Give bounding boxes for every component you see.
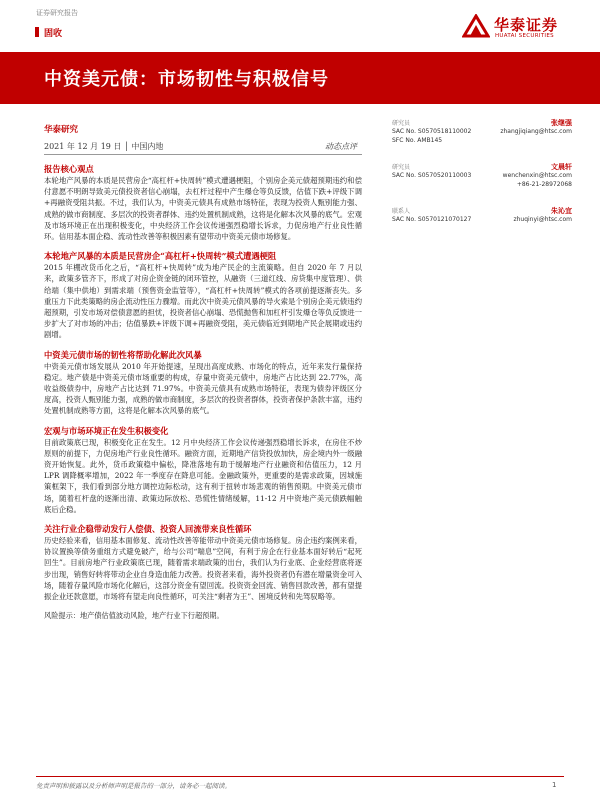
logo-text-en: HUATAI SECURITIES — [495, 33, 554, 39]
analyst-sac: SAC No. S0570520110003 — [392, 172, 472, 179]
title-band — [0, 52, 600, 104]
analyst-email[interactable]: zhangjiqiang@htsc.com — [500, 128, 572, 135]
footer-divider — [36, 776, 564, 777]
report-date: 2021 年 12 月 19 日 │ 中国内地 — [44, 142, 164, 151]
analyst-phone: +86-21-28972068 — [516, 181, 572, 188]
section-block — [44, 250, 362, 340]
analyst-card — [392, 206, 572, 250]
analyst-name: 张继强 — [551, 119, 572, 127]
section-block — [44, 349, 362, 417]
analyst-sfc: SFC No. AMB145 — [392, 137, 443, 144]
analyst-role: 研究员 — [392, 120, 411, 127]
section-tag: 固收 — [44, 26, 62, 39]
analyst-role: 联系人 — [392, 208, 411, 215]
analyst-card — [392, 162, 572, 206]
footer-disclaimer: 免责声明和披露以及分析师声明是报告的一部分，请务必一起阅读。 — [36, 782, 231, 790]
huatai-logo-icon — [462, 14, 490, 40]
page-title: 中资美元债：市场韧性与积极信号 — [44, 69, 329, 90]
analyst-card — [392, 118, 572, 162]
header-divider — [44, 154, 362, 155]
section-text: 中资美元债市场发展从 2010 年开始提速，呈现出高度成熟、市场化的特点，近年来发行量保持稳定。地产债是中资美元债市场重要的构成，存量中资美元债中，房地产占比达到 22.77%，高收益级债券中，房地产占比达到 71.97%。中资美元债具有成熟市场特征，表现为债券评级区分度高，投资人甄别能力强，成熟的做市商制度，多层次的投资者群体，投资者保护条款丰富，违约处置机制成熟等方面，这将是化解本次风暴的底气。 — [44, 361, 362, 416]
huatai-logo — [462, 12, 574, 46]
analyst-panel — [392, 118, 572, 250]
page-number: 1 — [552, 781, 557, 789]
analyst-name: 朱沁宜 — [551, 207, 572, 215]
section-text: 目前政策底已现，积极变化正在发生。12 月中央经济工作会议传递强烈稳增长诉求，在房住不炒原则的前提下，力促房地产行业良性循环。融资方面，近期地产信贷投放加快，房企境内外一级融资开始恢复。此外，货币政策稳中偏松，降准落地有助于缓解地产行业融资和估值压力，12 月 LPR 调降概率增加，2022 年一季度存在降息可能。金融政策外，更重要的是需求政策，因城施策框架下，我们看到部分地方调控边际松动，这有利于扭转市场悲观的销售预期。中资美元债市场，随着杠杆盘的逐渐出清、政策边际放松、恐慌性情绪缓解，11-12 月中资地产美元债跌幅触底后企稳。 — [44, 437, 362, 514]
analyst-email[interactable]: wenchenxin@htsc.com — [502, 172, 572, 179]
doc-type: 动态点评 — [325, 142, 357, 151]
section-text: 历史经验来看，信用基本面修复、流动性改善等能带动中资美元债市场修复。房企违约案例来看，协议置换等债务重组方式避免破产，给与公司“喘息”空间，有利于房企在行业基本面好转后“起死回生”。目前房地产行业政策底已现，随着需求端政策的出台，我们认为行业底、企业经营底将逐步出现，销售好转将带动企业自身造血能力改善。投资者来看，海外投资者仍有潜在增量资金可入场，随着存量风险市场化化解后，这部分资金有望回流。投资资金回流、销售回款改善，都有望提振企业还款意愿，市场将有望走向良性循环，可关注“剩者为王”、困境反转和先驾驭略等。 — [44, 536, 362, 602]
section-heading: 关注行业企稳带动发行人偿债、投资人回流带来良性循环 — [44, 524, 252, 535]
section-heading: 宏观与市场环境正在发生积极变化 — [44, 425, 169, 436]
logo-text-cn: 华泰证券 — [494, 16, 559, 34]
section-text: 本轮地产风暴的本质是民营房企“高杠杆+快周转”模式遭遇梗阻，个别房企美元债超预期违约和偿付意愿不明朗导致美元债投资者信心崩塌，去杠杆过程中产生爆仓等负反馈，估值下跌+评级下调+再融资受阻共振。不过，我们认为，中资美元债具有成熟市场特征，表现为投资人甄别能力强、成熟的做市商制度、多层次的投资者群体、违约处置机制成熟，这将是化解本次风暴的底气。宏观及市场环境正在出现积极变化，中央经济工作会议传递强烈稳增长诉求，力促房地产行业良性循环。信用基本面企稳、流动性改善等积极因素有望带动中资美元债市场修复。 — [44, 176, 362, 242]
analyst-email[interactable]: zhuqinyi@htsc.com — [513, 216, 572, 223]
report-type-label: 证券研究报告 — [36, 9, 78, 17]
section-heading: 本轮地产风暴的本质是民营房企“高杠杆+快周转”模式遭遇梗阻 — [44, 251, 277, 262]
analyst-sac: SAC No. S0570121070127 — [392, 216, 472, 223]
analyst-sac: SAC No. S0570518110002 — [392, 128, 472, 135]
risk-warning: 风险提示：地产债估值波动风险，地产行业下行超预期。 — [44, 611, 224, 621]
report-body — [44, 163, 362, 621]
analyst-name: 文晨轩 — [551, 163, 572, 171]
section-text: 2015 年棚改货币化之后，“高杠杆+快周转”成为地产民企的主流策略。但自 2020 年 7 月以来，政策多管齐下，形成了对房企资金链的闭环管控，从融资（三道红线、房贷集中度管理）、供给端（集中供地）到需求端（预售资金监管等），“高杠杆+快周转”模式的各项前提逐渐丧失。多重压力下此类策略的房企流动性压力骤增。而此次中资美元债风暴的导火索是个别房企美元债违约超预期，引发市场对偿债意愿的担忧，投资者信心崩塌、恐慌抛售和加杠杆引发爆仓等负反馈进一步扩大了对市场的冲击；估值暴跌+评级下调+再融资受阻，美元债临近到期地产民企展期或违约剧增。 — [44, 263, 362, 340]
section-block — [44, 523, 362, 602]
section-heading: 中资美元债市场的韧性将帮助化解此次风暴 — [44, 349, 202, 360]
analyst-role: 研究员 — [392, 164, 411, 171]
research-org: 华泰研究 — [44, 125, 79, 135]
section-block — [44, 425, 362, 515]
section-block — [44, 163, 362, 242]
section-heading: 报告核心观点 — [44, 164, 94, 174]
